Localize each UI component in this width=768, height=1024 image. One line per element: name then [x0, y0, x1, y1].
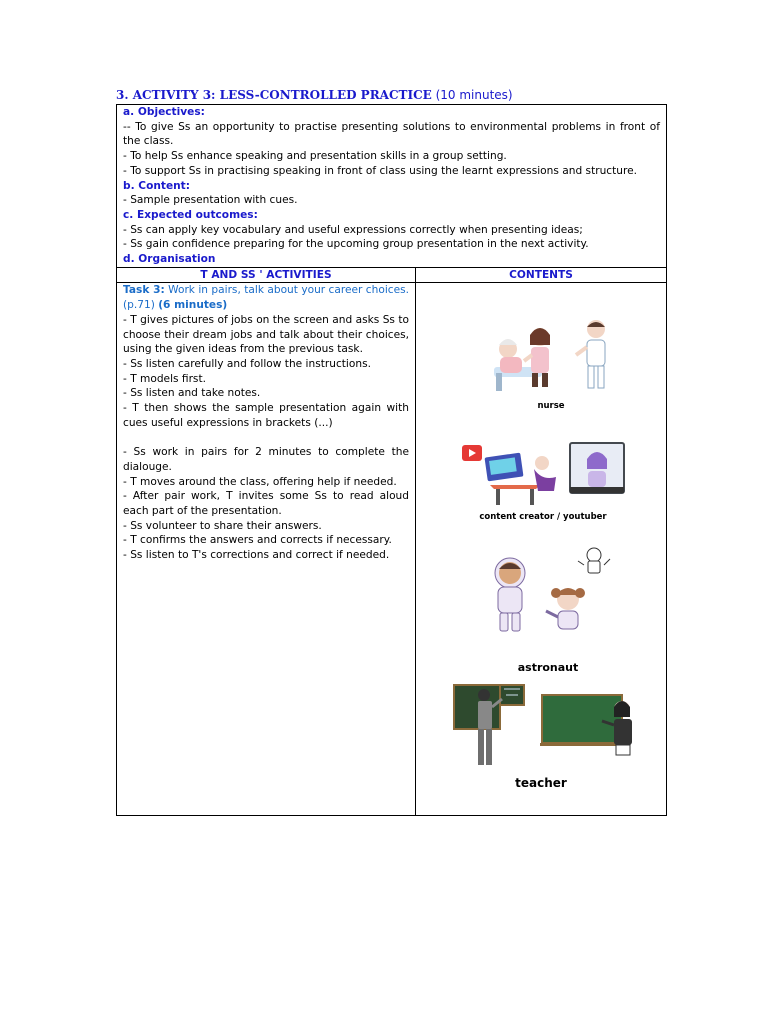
task-line [123, 283, 409, 312]
objective-item: - To support Ss in practising speaking in front of class using the learnt expressions and structure. [123, 164, 637, 177]
step-item: - Ss work in pairs for 2 minutes to complete the dialouge. [123, 446, 409, 473]
objective-item: - To help Ss enhance speaking and presentation skills in a group setting. [123, 150, 507, 163]
activity-name: LESS-CONTROLLED PRACTICE [219, 88, 432, 102]
objectives-cell [117, 105, 667, 268]
content-heading: b. Content: [123, 179, 190, 192]
col-header-activities: T AND SS ' ACTIVITIES [117, 267, 416, 283]
caption-astronaut: astronaut [517, 661, 579, 675]
step-item: - T then shows the sample presentation again with cues useful expressions in brackets (...) [123, 402, 409, 429]
col-header-contents: CONTENTS [416, 267, 667, 283]
activity-table [116, 104, 667, 816]
contents-cell [416, 283, 667, 816]
astronaut-illustration [486, 545, 616, 641]
caption-teacher: teacher [515, 776, 567, 791]
caption-content-creator: content creator / youtuber [479, 512, 607, 523]
lesson-plan-page [116, 88, 666, 816]
step-item: - Ss listen carefully and follow the instructions. [123, 357, 371, 370]
objective-item: -- To give Ss an opportunity to practise presenting solutions to environmental problems in front of the class. [123, 120, 660, 148]
step-item: - T moves around the class, offering help if needed. [123, 475, 397, 488]
step-item: - Ss volunteer to share their answers. [123, 519, 322, 532]
outcome-item: - Ss gain confidence preparing for the upcoming group presentation in the next activity. [123, 238, 589, 251]
task-time: (6 minutes) [158, 299, 228, 312]
nurse-illustration [486, 315, 626, 393]
step-item: - T models first. [123, 372, 206, 385]
organisation-heading: d. Organisation [123, 253, 216, 266]
step-item: - T confirms the answers and corrects if necessary. [123, 534, 392, 547]
activity-number: 3. ACTIVITY 3: [116, 88, 220, 102]
task-text: Work in pairs, talk about your career choices. (p.71) [123, 284, 409, 312]
step-item: - After pair work, T invites some Ss to read aloud each part of the presentation. [123, 490, 409, 517]
objectives-heading: a. Objectives: [123, 106, 205, 118]
blank-line [123, 430, 409, 445]
step-item: - Ss listen to T's corrections and correct if needed. [123, 549, 390, 562]
activity-duration: (10 minutes) [431, 88, 513, 102]
activity-heading [116, 88, 666, 102]
teacher-illustration [452, 681, 642, 773]
activities-cell [117, 283, 416, 816]
content-item: - Sample presentation with cues. [123, 194, 298, 207]
content-creator-illustration [460, 441, 626, 505]
caption-nurse: nurse [537, 401, 565, 412]
outcome-item: - Ss can apply key vocabulary and useful expressions correctly when presenting ideas; [123, 223, 583, 236]
step-item: - T gives pictures of jobs on the screen and asks Ss to choose their dream jobs and talk about their choices, using the given ideas from the previous task. [123, 313, 409, 356]
step-item: - Ss listen and take notes. [123, 387, 261, 400]
outcomes-heading: c. Expected outcomes: [123, 208, 258, 221]
task-label: Task 3: [123, 284, 165, 297]
